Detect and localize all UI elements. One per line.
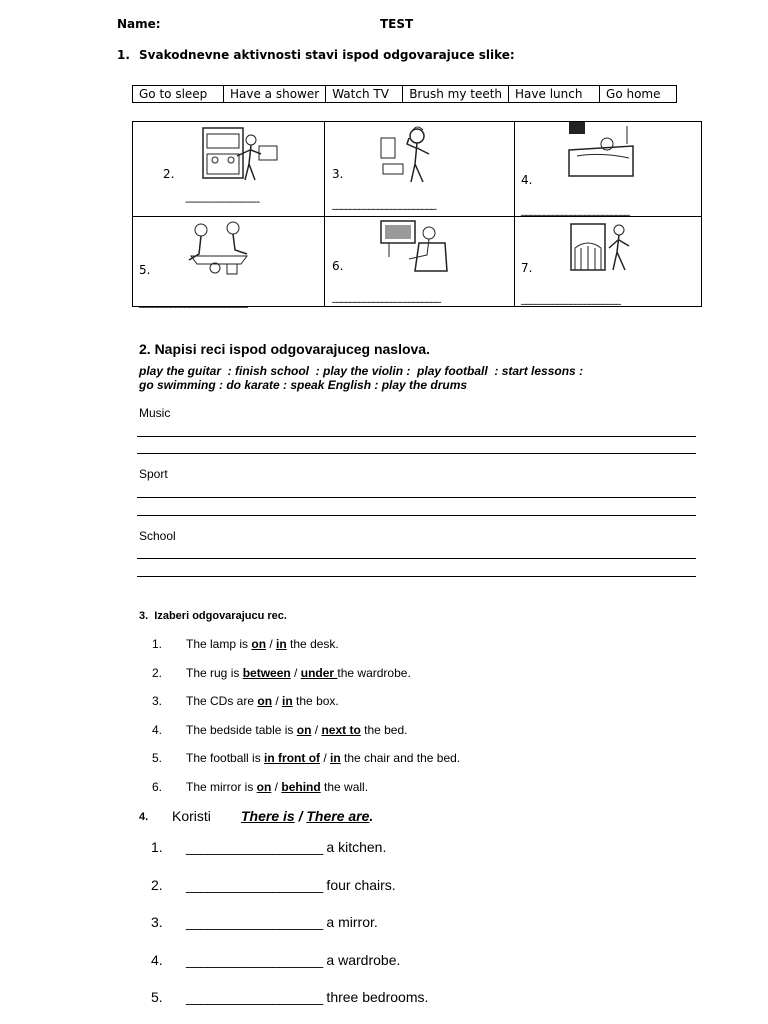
item-number: 3. [152,694,163,708]
name-label: Name: [117,17,161,31]
word-cell: Have lunch [509,86,600,103]
answer-blank[interactable]: ___________________ [186,877,323,893]
answer-blank[interactable]: ___________________ [186,914,323,930]
picture-number: 7. [521,261,533,275]
sentence-end: the bed. [360,723,408,737]
option-separator: / [271,780,282,794]
sentence [186,637,339,651]
fill-sentence [186,989,428,1005]
answer-line[interactable] [137,558,696,559]
option-choice[interactable]: behind [281,780,321,794]
brushing-teeth-illustration [379,124,449,186]
sentence-start: The rug is [186,666,243,680]
word-bank-table [132,85,677,103]
section4-number: 4. [139,811,149,823]
option-choice[interactable]: on [251,637,267,651]
item-number: 5. [151,989,163,1005]
fill-sentence [186,839,386,855]
going-home-illustration [569,218,639,274]
picture-number: 3. [332,167,344,181]
option-choice[interactable]: in [330,751,341,765]
option-choice[interactable]: under [300,666,338,680]
category-sport: Sport [139,467,168,481]
answer-blank[interactable]: ________________________ [139,295,247,308]
sentence-end: the box. [292,694,339,708]
category-music: Music [139,406,171,420]
fill-sentence [186,952,400,968]
picture-number: 2. [163,167,175,181]
sentence [186,751,460,765]
sentence-start: The football is [186,751,265,765]
sentence [186,723,408,737]
section1-number: 1. [117,48,130,62]
sentence [186,780,368,794]
item-number: 6. [152,780,163,794]
fill-sentence [186,877,396,893]
sentence-end: the chair and the bed. [340,751,461,765]
option-choice[interactable]: next to [321,723,361,737]
answer-blank[interactable]: _______________________ [332,197,436,210]
option-separator: / [311,723,322,737]
cooking-illustration [193,124,281,184]
picture-number: 6. [332,259,344,273]
item-number: 1. [151,839,163,855]
option-separator: / [266,637,277,651]
answer-line[interactable] [137,497,696,498]
answer-line[interactable] [137,436,696,437]
picture-number: 4. [521,173,533,187]
answer-blank[interactable]: ______________________ [521,292,620,305]
test-label: TEST [380,17,414,31]
section3-title: 3. Izaberi odgovarajucu rec. [139,610,287,622]
sleeping-illustration [567,122,637,184]
sentence-text: a mirror. [322,914,378,930]
answer-blank[interactable]: ___________________ [186,839,323,855]
sentence-end: the wardrobe. [337,666,411,680]
option-separator: / [294,808,307,824]
answer-blank[interactable]: ________________________ [521,203,629,216]
option-choice[interactable]: in [282,694,293,708]
lunch-illustration [185,220,255,278]
option-separator: / [272,694,283,708]
sentence-text: a wardrobe. [322,952,401,968]
answer-blank[interactable]: ___________________ [186,952,323,968]
section2-title: 2. Napisi reci ispod odgovarajuceg naslova. [139,341,430,357]
item-number: 1. [152,637,163,651]
word-cell: Go to sleep [133,86,224,103]
watching-tv-illustration [379,217,449,273]
answer-line[interactable] [137,453,696,454]
word-cell: Have a shower [224,86,326,103]
sentence [186,666,411,680]
sentence-end: the wall. [320,780,369,794]
option-there-are: There are [306,808,370,824]
option-choice[interactable]: in [276,637,287,651]
option-there-is: There is [241,808,295,824]
item-number: 2. [152,666,163,680]
sentence-start: The CDs are [186,694,258,708]
sentence-text: three bedrooms. [322,989,429,1005]
item-number: 4. [151,952,163,968]
word-cell: Brush my teeth [403,86,509,103]
sentence-start: The mirror is [186,780,257,794]
word-cell: Watch TV [326,86,403,103]
option-choice[interactable]: between [242,666,291,680]
item-number: 5. [152,751,163,765]
picture-number: 5. [139,263,151,277]
option-separator: / [320,751,331,765]
item-number: 3. [151,914,163,930]
sentence [186,694,339,708]
sentence-end: the desk. [286,637,339,651]
sentence-text: four chairs. [322,877,396,893]
item-number: 4. [152,723,163,737]
sentence-text: a kitchen. [322,839,387,855]
item-number: 2. [151,877,163,893]
option-separator: / [290,666,301,680]
fill-sentence [186,914,378,930]
sentence-start: The lamp is [186,637,252,651]
answer-blank[interactable]: ________________________ [332,290,440,303]
option-choice[interactable]: in front of [264,751,321,765]
answer-line[interactable] [137,515,696,516]
option-choice[interactable]: on [256,780,272,794]
option-choice[interactable]: on [296,723,312,737]
phrases-line-1: play the guitar : finish school : play the violin : play football : start lessons : [139,364,584,378]
option-end: . [369,808,374,824]
category-school: School [139,529,176,543]
picture-grid [132,121,702,307]
section4-options [241,808,373,824]
answer-blank[interactable]: ------------------------- [185,195,260,208]
section1-instruction: Svakodnevne aktivnosti stavi ispod odgovarajuce slike: [139,48,515,62]
answer-blank[interactable]: ___________________ [186,989,323,1005]
word-cell: Go home [600,86,677,103]
section4-label: Koristi [172,808,211,824]
phrases-line-2: go swimming : do karate : speak English : play the drums [139,378,468,392]
answer-line[interactable] [137,576,696,577]
option-choice[interactable]: on [257,694,273,708]
sentence-start: The bedside table is [186,723,297,737]
